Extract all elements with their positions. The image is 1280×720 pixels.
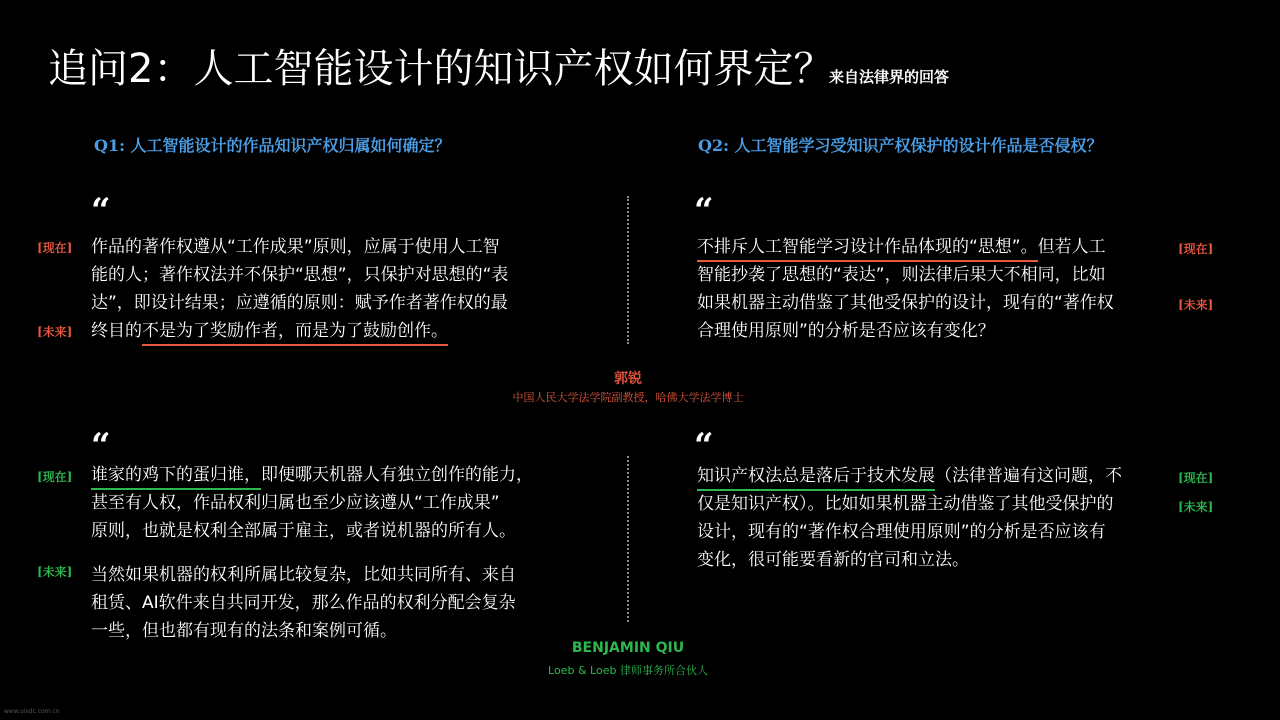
tag-now: [现在] (1178, 471, 1214, 485)
quote-line (91, 461, 533, 489)
quote-line: 达”，即设计结果；应遵循的原则：赋予作者著作权的最 (91, 293, 508, 313)
tag-future: [未来] (1178, 500, 1214, 514)
quote-line: 如果机器主动借鉴了其他受保护的设计，现有的“著作权 (697, 293, 1114, 313)
expert-role-qiu: Loeb & Loeb 律师事务所合伙人 (548, 664, 708, 677)
quote-text: 终目的 (91, 321, 142, 341)
quote-line: 作品的著作权遵从“工作成果”原则，应属于使用人工智 (91, 237, 500, 257)
quote-line: 变化，很可能要看新的官司和立法。 (697, 550, 969, 570)
quote-line: 仅是知识产权）。比如如果机器主动借鉴了其他受保护的 (697, 494, 1114, 514)
question-2: Q2: 人工智能学习受知识产权保护的设计作品是否侵权？ (698, 136, 1103, 155)
quote-line: 一些，但也都有现有的法条和案例可循。 (91, 621, 397, 641)
quote-bottom-left-p2 (91, 561, 516, 645)
quote-line: 智能抄袭了思想的“表达”，则法律后果大不相同，比如 (697, 265, 1106, 285)
quote-highlight: 不是为了奖励作者，而是为了鼓励创作。 (142, 321, 448, 346)
quote-bottom-right (697, 462, 1122, 574)
quote-text: 但若人工 (1037, 237, 1106, 257)
quote-line: 设计，现有的“著作权合理使用原则”的分析是否应该有 (697, 522, 1106, 542)
quote-line: 合理使用原则”的分析是否应该有变化？ (697, 321, 995, 341)
quote-top-right (697, 233, 1114, 345)
expert-name-guo: 郭锐 (614, 371, 642, 387)
quote-line (697, 233, 1114, 261)
quote-line: 当然如果机器的权利所属比较复杂，比如共同所有、来自 (91, 565, 516, 585)
quote-line (91, 317, 508, 345)
slide-subtitle: 来自法律界的回答 (829, 68, 950, 86)
quote-bottom-left-p1 (91, 461, 533, 545)
quote-mark-icon: “ (91, 426, 111, 466)
slide-title: 追问2：人工智能设计的知识产权如何界定？ (48, 46, 834, 92)
quote-mark-icon: “ (694, 191, 714, 231)
divider-top (627, 196, 629, 344)
quote-mark-icon: “ (694, 426, 714, 466)
expert-role-guo: 中国人民大学法学院副教授，哈佛大学法学博士 (512, 391, 744, 404)
watermark: www.uisdc.com.cn (4, 708, 60, 715)
divider-bottom (627, 456, 629, 622)
tag-now: [现在] (1178, 242, 1214, 256)
question-1: Q1: 人工智能设计的作品知识产权归属如何确定？ (94, 136, 451, 155)
quote-text: 即便哪天机器人有独立创作的能力， (261, 465, 533, 485)
tag-future: [未来] (1178, 298, 1214, 312)
tag-future: [未来] (37, 325, 73, 339)
quote-highlight: 知识产权法总是落后于技术发展 (697, 466, 935, 491)
quote-highlight: 谁家的鸡下的蛋归谁， (91, 465, 261, 490)
quote-line: 能的人；著作权法并不保护“思想”，只保护对思想的“表 (91, 265, 509, 285)
tag-future: [未来] (37, 565, 73, 579)
quote-line: 原则，也就是权利全部属于雇主，或者说机器的所有人。 (91, 521, 516, 541)
tag-now: [现在] (37, 241, 73, 255)
quote-highlight: 不排斥人工智能学习设计作品体现的“思想”。 (697, 237, 1038, 262)
quote-text: （法律普遍有这问题，不 (935, 466, 1122, 486)
quote-mark-icon: “ (91, 191, 111, 231)
quote-line: 租赁、AI软件来自共同开发，那么作品的权利分配会复杂 (91, 593, 516, 613)
quote-top-left (91, 233, 508, 345)
quote-line: 甚至有人权，作品权利归属也至少应该遵从“工作成果” (91, 493, 500, 513)
tag-now: [现在] (37, 470, 73, 484)
expert-name-qiu: BENJAMIN QIU (571, 640, 685, 656)
quote-line (697, 462, 1122, 490)
